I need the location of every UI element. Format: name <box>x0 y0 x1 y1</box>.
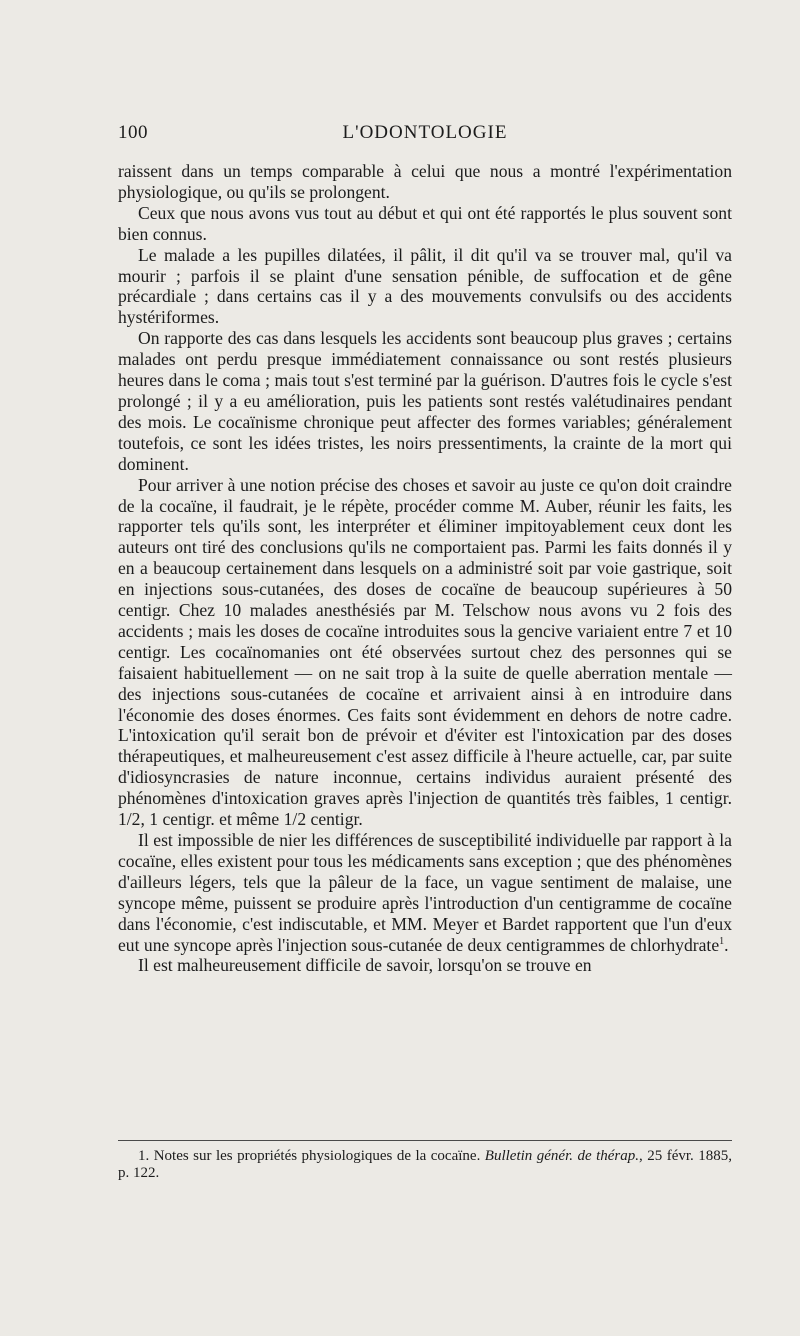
page-number: 100 <box>118 122 148 143</box>
paragraph-continuation: raissent dans un temps comparable à celui que nous a montré l'expérimentation physiologique, ou qu'ils se prolongent. <box>118 161 732 202</box>
paragraph: Ceux que nous avons vus tout au début et qui ont été rapportés le plus souvent sont bien connus. <box>118 202 732 244</box>
paragraph: Le malade a les pupilles dilatées, il pâlit, il dit qu'il va se trouver mal, qu'il va mourir ; parfois il se plaint d'une sensation pénible, de suffocation et de gêne précardiale ; dans certains cas il y a des mouvements convulsifs ou des accidents hystériformes. <box>118 244 732 328</box>
running-title: L'ODONTOLOGIE <box>342 122 508 143</box>
footnote-number: 1. <box>138 1148 150 1164</box>
footnote-divider <box>118 1140 732 1141</box>
paragraph: Il est malheureusement difficile de savoir, lorsqu'on se trouve en <box>138 955 592 976</box>
paragraph-text: Il est impossible de nier les différences de susceptibilité individuelle par rapport à la cocaïne, elles existent pour tous les médicaments sans exception ; que des phénomènes d'ailleurs légers, tels que la pâleur de la face, un vague sentiment de malaise, une syncope même, puissent se produire après l'introduction d'un centigramme de cocaïne dans l'économie, c'est indiscutable, et MM. Meyer et Bardet rapportent que l'un d'eux eut une syncope après l'injection sous-cutanée de deux centigrammes de chlorhydrate <box>118 830 732 955</box>
body-text <box>118 161 732 976</box>
paragraph: Pour arriver à une notion précise des choses et savoir au juste ce qu'on doit craindre de la cocaïne, il faudrait, je le répète, procéder comme M. Auber, réunir les faits, les rapporter tels qu'ils sont, les interpréter et éliminer impitoyablement ceux dont les auteurs ont tiré des conclusions qu'ils ne comportaient pas. Parmi les faits donnés il y en a beaucoup certainement dans lesquels on a administré soit par voie gastrique, soit en injections sous-cutanées, des doses de cocaïne de beaucoup supérieures à 50 centigr. Chez 10 malades anesthésiés par M. Telschow nous avons vu 2 fois des accidents ; mais les doses de cocaïne introduites sous la gencive variaient entre 7 et 10 centigr. Les cocaïnomanies ont été observées surtout chez des personnes qui se faisaient habituellement — on ne sait trop à la suite de quelle aberration mentale — des injections sous-cutanées de cocaïne et arrivaient ainsi à en introduire dans l'économie des doses énormes. Ces faits sont évidemment en dehors de notre cadre. L'intoxication qu'il serait bon de prévoir et d'éviter est l'intoxication par des doses thérapeutiques, et malheureusement c'est assez difficile à l'heure actuelle, car, par suite d'idiosyncrasies de nature inconnue, certains individus auraient présenté des phénomènes d'intoxication graves après l'injection de quantités très faibles, 1 centigr. 1/2, 1 centigr. et même 1/2 centigr. <box>118 474 732 830</box>
footnote-journal: Bulletin génér. de thérap. <box>484 1148 640 1164</box>
footnote-citation: , 25 févr. 1885, p. 122. <box>118 1148 732 1181</box>
paragraph-tail: . <box>724 934 729 955</box>
page-header <box>118 122 732 148</box>
paragraph <box>118 830 732 955</box>
paragraph: On rapporte des cas dans lesquels les accidents sont beaucoup plus graves ; certains malades ont perdu presque immédiatement connaissance ou sont restés plusieurs heures dans le coma ; mais tout s'est terminé par la guérison. D'autres fois le cycle s'est prolongé ; il y a eu amélioration, puis les patients sont restés valétudinaires pendant des mois. Le cocaïnisme chronique peut affecter des formes variables; généralement toutefois, ce sont les idées tristes, les noirs pressentiments, la crainte de la mort qui dominent. <box>118 328 732 474</box>
footnote-reference[interactable]: 1 <box>719 935 725 947</box>
footnote <box>118 1148 732 1182</box>
footnote-text: Notes sur les propriétés physiologiques de la cocaïne. <box>153 1148 481 1164</box>
